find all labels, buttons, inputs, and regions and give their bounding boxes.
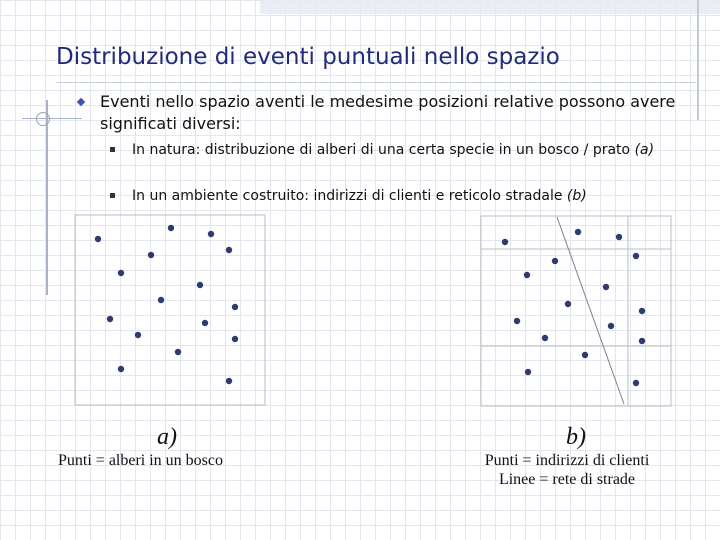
point (226, 247, 232, 253)
point (639, 338, 645, 344)
point (608, 323, 614, 329)
point (565, 301, 571, 307)
point (168, 225, 174, 231)
figure-b-caption-points: Punti = indirizzi di clienti (484, 452, 650, 469)
figure-a-frame (75, 215, 265, 405)
figure-a-label: a) (157, 424, 177, 450)
street-diagonal (557, 217, 624, 404)
point (175, 349, 181, 355)
point (202, 320, 208, 326)
point (514, 318, 520, 324)
point (502, 239, 508, 245)
figure-a-point-pattern (75, 215, 265, 405)
figure-b-label: b) (566, 424, 586, 450)
sub-bullet-text: In un ambiente costruito: indirizzi di clienti e reticolo stradale (b) (132, 188, 587, 204)
point (232, 304, 238, 310)
point (118, 270, 124, 276)
slide-title: Distribuzione di eventi puntuali nello spazio (56, 44, 560, 70)
point (118, 366, 124, 372)
figure-b-caption (461, 451, 673, 489)
point (226, 378, 232, 384)
sub-bullet-text: In natura: distribuzione di alberi di una certa specie in un bosco / prato (a) (132, 142, 655, 158)
figure-b-caption-lines: Linee = rete di strade (498, 471, 636, 488)
point (616, 234, 622, 240)
point (158, 297, 164, 303)
point (197, 282, 203, 288)
point (107, 316, 113, 322)
point (582, 352, 588, 358)
main-bullet-text: Eventi nello spazio aventi le medesime posizioni relative possono avere significati diversi: (100, 92, 676, 133)
figure-b-point-pattern (481, 216, 671, 406)
point (148, 252, 154, 258)
point (633, 253, 639, 259)
point (633, 380, 639, 386)
point (639, 308, 645, 314)
point (524, 272, 530, 278)
point (603, 284, 609, 290)
figure-a-caption: Punti = alberi in un bosco (58, 452, 224, 469)
point (95, 236, 101, 242)
point (575, 229, 581, 235)
point (232, 336, 238, 342)
point (135, 332, 141, 338)
point (208, 231, 214, 237)
point (552, 258, 558, 264)
point (542, 335, 548, 341)
point (525, 369, 531, 375)
